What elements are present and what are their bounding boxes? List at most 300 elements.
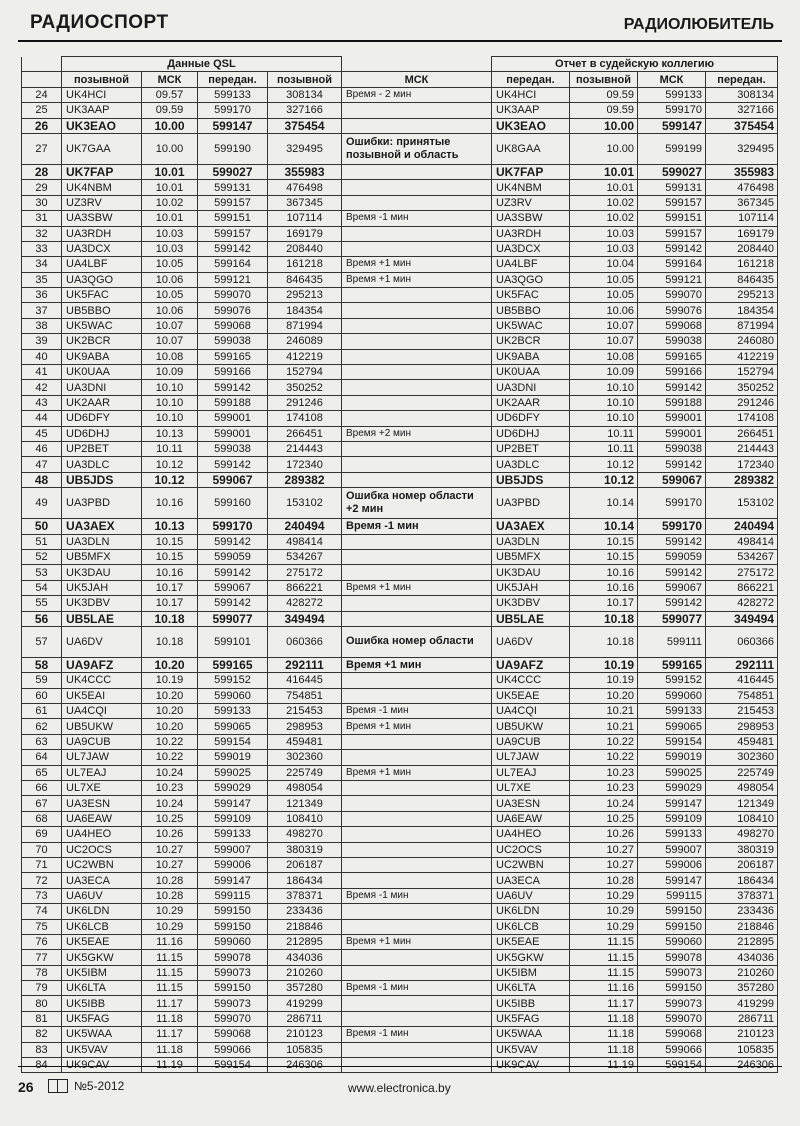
cell-received-code: 350252 — [268, 380, 342, 395]
cell-row-number: 64 — [22, 750, 62, 765]
cell-report-msk-time: 10.10 — [570, 411, 638, 426]
cell-referee-note — [342, 750, 492, 765]
cell-report-callsign: UK5VAV — [492, 1042, 570, 1057]
cell-report-received: 866221 — [706, 580, 778, 595]
cell-received-code: 416445 — [268, 673, 342, 688]
cell-report-sent: 599150 — [638, 919, 706, 934]
cell-report-sent: 599060 — [638, 688, 706, 703]
cell-referee-note — [342, 842, 492, 857]
table-row — [22, 457, 778, 472]
cell-report-msk-time: 10.16 — [570, 565, 638, 580]
cell-report-msk-time: 10.29 — [570, 904, 638, 919]
cell-report-received: 534267 — [706, 549, 778, 564]
cell-callsign: UB5MFX — [62, 549, 142, 564]
cell-report-received: 246080 — [706, 334, 778, 349]
cell-row-number: 27 — [22, 133, 62, 164]
cell-row-number: 59 — [22, 673, 62, 688]
cell-referee-note — [342, 103, 492, 118]
cell-received-code: 161218 — [268, 257, 342, 272]
cell-callsign: UK5EAI — [62, 688, 142, 703]
cell-msk-time: 10.03 — [142, 226, 198, 241]
table-row — [22, 133, 778, 164]
table-row — [22, 950, 778, 965]
cell-report-sent: 599070 — [638, 288, 706, 303]
table-row — [22, 226, 778, 241]
cell-sent-report: 599115 — [198, 888, 268, 903]
cell-callsign: UD6DFY — [62, 411, 142, 426]
cell-report-msk-time: 10.28 — [570, 873, 638, 888]
cell-report-msk-time: 10.20 — [570, 688, 638, 703]
cell-row-number: 72 — [22, 873, 62, 888]
cell-report-sent: 599073 — [638, 996, 706, 1011]
cell-report-sent: 599154 — [638, 734, 706, 749]
cell-sent-report: 599170 — [198, 103, 268, 118]
cell-msk-time: 10.13 — [142, 519, 198, 534]
cell-sent-report: 599073 — [198, 996, 268, 1011]
cell-report-callsign: UK5EAE — [492, 934, 570, 949]
cell-row-number: 66 — [22, 781, 62, 796]
cell-row-number: 54 — [22, 580, 62, 595]
cell-sent-report: 599109 — [198, 811, 268, 826]
cell-report-sent: 599060 — [638, 934, 706, 949]
cell-report-sent: 599142 — [638, 565, 706, 580]
cell-callsign: UA4HEO — [62, 827, 142, 842]
cell-report-received: 295213 — [706, 288, 778, 303]
cell-report-msk-time: 11.18 — [570, 1027, 638, 1042]
cell-report-msk-time: 10.18 — [570, 611, 638, 626]
table-row — [22, 688, 778, 703]
cell-report-msk-time: 10.14 — [570, 488, 638, 519]
cell-msk-time: 10.23 — [142, 781, 198, 796]
cell-report-received: 428272 — [706, 596, 778, 611]
cell-report-msk-time: 10.26 — [570, 827, 638, 842]
cell-report-msk-time: 11.16 — [570, 981, 638, 996]
table-row — [22, 888, 778, 903]
cell-report-callsign: UC2OCS — [492, 842, 570, 857]
table-row — [22, 318, 778, 333]
cell-report-callsign: UK7FAP — [492, 164, 570, 179]
cell-report-sent: 599067 — [638, 580, 706, 595]
col-header-callsign2: позывной — [268, 72, 342, 87]
cell-report-sent: 599038 — [638, 441, 706, 456]
table-row — [22, 488, 778, 519]
cell-referee-note: Время +1 мин — [342, 719, 492, 734]
cell-report-sent: 599150 — [638, 904, 706, 919]
cell-report-sent: 599068 — [638, 318, 706, 333]
cell-received-code: 153102 — [268, 488, 342, 519]
cell-report-callsign: UK4HCI — [492, 87, 570, 102]
cell-report-callsign: UA3DLN — [492, 534, 570, 549]
cell-msk-time: 10.02 — [142, 195, 198, 210]
cell-sent-report: 599160 — [198, 488, 268, 519]
cell-referee-note — [342, 118, 492, 133]
cell-report-callsign: UK3DBV — [492, 596, 570, 611]
cell-row-number: 49 — [22, 488, 62, 519]
cell-report-callsign: UK0UAA — [492, 365, 570, 380]
cell-report-received: 846435 — [706, 272, 778, 287]
page-number: 26 — [18, 1079, 34, 1095]
cell-row-number: 78 — [22, 965, 62, 980]
cell-report-sent: 599007 — [638, 842, 706, 857]
cell-report-callsign: UA6UV — [492, 888, 570, 903]
cell-referee-note — [342, 226, 492, 241]
cell-report-callsign: UA4CQI — [492, 704, 570, 719]
cell-report-received: 357280 — [706, 981, 778, 996]
table-row — [22, 996, 778, 1011]
cell-report-callsign: UB5BBO — [492, 303, 570, 318]
cell-report-sent: 599133 — [638, 87, 706, 102]
cell-sent-report: 599070 — [198, 288, 268, 303]
cell-row-number: 25 — [22, 103, 62, 118]
cell-sent-report: 599101 — [198, 626, 268, 657]
cell-sent-report: 599059 — [198, 549, 268, 564]
cell-report-received: 206187 — [706, 857, 778, 872]
cell-callsign: UA6UV — [62, 888, 142, 903]
cell-report-received: 380319 — [706, 842, 778, 857]
cell-received-code: 434036 — [268, 950, 342, 965]
cell-callsign: UA4LBF — [62, 257, 142, 272]
cell-report-sent: 599111 — [638, 626, 706, 657]
cell-report-sent: 599199 — [638, 133, 706, 164]
table-row — [22, 965, 778, 980]
table-row — [22, 1027, 778, 1042]
table-row — [22, 180, 778, 195]
cell-msk-time: 11.18 — [142, 1042, 198, 1057]
cell-received-code: 871994 — [268, 318, 342, 333]
cell-callsign: UB5LAE — [62, 611, 142, 626]
cell-referee-note — [342, 195, 492, 210]
cell-report-callsign: UA3ECA — [492, 873, 570, 888]
cell-report-msk-time: 10.02 — [570, 195, 638, 210]
cell-report-callsign: UK5WAA — [492, 1027, 570, 1042]
cell-report-sent: 599038 — [638, 334, 706, 349]
cell-row-number: 50 — [22, 519, 62, 534]
cell-row-number: 57 — [22, 626, 62, 657]
cell-sent-report: 599157 — [198, 195, 268, 210]
table-row — [22, 288, 778, 303]
cell-report-callsign: UK6LDN — [492, 904, 570, 919]
cell-callsign: UK5WAC — [62, 318, 142, 333]
table-row — [22, 750, 778, 765]
table-row — [22, 195, 778, 210]
cell-callsign: UK6LCB — [62, 919, 142, 934]
cell-report-sent: 599131 — [638, 180, 706, 195]
cell-received-code: 289382 — [268, 472, 342, 487]
cell-msk-time: 11.15 — [142, 965, 198, 980]
cell-report-received: 308134 — [706, 87, 778, 102]
cell-report-sent: 599109 — [638, 811, 706, 826]
cell-msk-time: 10.15 — [142, 534, 198, 549]
cell-report-sent: 599170 — [638, 103, 706, 118]
cell-report-received: 060366 — [706, 626, 778, 657]
cell-callsign: UB5UKW — [62, 719, 142, 734]
cell-row-number: 42 — [22, 380, 62, 395]
cell-msk-time: 10.20 — [142, 719, 198, 734]
cell-row-number: 63 — [22, 734, 62, 749]
cell-referee-note — [342, 549, 492, 564]
cell-callsign: UL7XE — [62, 781, 142, 796]
results-table — [21, 56, 778, 1073]
cell-referee-note: Время -1 мин — [342, 704, 492, 719]
cell-msk-time: 10.17 — [142, 580, 198, 595]
cell-received-code: 105835 — [268, 1042, 342, 1057]
cell-report-sent: 599165 — [638, 349, 706, 364]
table-group-header — [22, 57, 778, 72]
cell-callsign: UK2AAR — [62, 395, 142, 410]
cell-report-sent: 599165 — [638, 657, 706, 672]
cell-referee-note — [342, 441, 492, 456]
table-row — [22, 919, 778, 934]
cell-row-number: 62 — [22, 719, 62, 734]
cell-report-sent: 599170 — [638, 519, 706, 534]
cell-sent-report: 599025 — [198, 765, 268, 780]
cell-report-callsign: UK5EAE — [492, 688, 570, 703]
cell-callsign: UA3PBD — [62, 488, 142, 519]
table-row — [22, 441, 778, 456]
table-row — [22, 781, 778, 796]
cell-report-sent: 599133 — [638, 704, 706, 719]
cell-report-msk-time: 10.07 — [570, 318, 638, 333]
cell-referee-note: Ошибка номер области +2 мин — [342, 488, 492, 519]
cell-report-sent: 599152 — [638, 673, 706, 688]
cell-received-code: 108410 — [268, 811, 342, 826]
cell-report-received: 434036 — [706, 950, 778, 965]
cell-callsign: UK5FAG — [62, 1011, 142, 1026]
cell-sent-report: 599001 — [198, 426, 268, 441]
table-row — [22, 534, 778, 549]
cell-msk-time: 10.00 — [142, 133, 198, 164]
cell-row-number: 29 — [22, 180, 62, 195]
cell-row-number: 31 — [22, 211, 62, 226]
cell-received-code: 266451 — [268, 426, 342, 441]
cell-report-sent: 599142 — [638, 457, 706, 472]
cell-callsign: UL7EAJ — [62, 765, 142, 780]
cell-referee-note — [342, 873, 492, 888]
cell-report-msk-time: 10.16 — [570, 580, 638, 595]
cell-row-number: 39 — [22, 334, 62, 349]
cell-row-number: 44 — [22, 411, 62, 426]
cell-row-number: 73 — [22, 888, 62, 903]
cell-report-msk-time: 10.14 — [570, 519, 638, 534]
cell-msk-time: 11.17 — [142, 1027, 198, 1042]
cell-msk-time: 10.01 — [142, 164, 198, 179]
table-row — [22, 811, 778, 826]
cell-report-callsign: UD6DFY — [492, 411, 570, 426]
cell-msk-time: 10.22 — [142, 750, 198, 765]
cell-callsign: UK5WAA — [62, 1027, 142, 1042]
cell-received-code: 355983 — [268, 164, 342, 179]
cell-received-code: 846435 — [268, 272, 342, 287]
col-header-sent-r: передан. — [492, 72, 570, 87]
cell-sent-report: 599121 — [198, 272, 268, 287]
cell-sent-report: 599154 — [198, 1058, 268, 1073]
cell-report-msk-time: 10.12 — [570, 472, 638, 487]
cell-msk-time: 11.17 — [142, 996, 198, 1011]
cell-report-received: 459481 — [706, 734, 778, 749]
table-row — [22, 1042, 778, 1057]
cell-report-msk-time: 09.59 — [570, 103, 638, 118]
cell-sent-report: 599070 — [198, 1011, 268, 1026]
cell-msk-time: 10.07 — [142, 318, 198, 333]
cell-report-msk-time: 10.11 — [570, 426, 638, 441]
cell-report-msk-time: 11.15 — [570, 965, 638, 980]
cell-callsign: UK3DBV — [62, 596, 142, 611]
cell-msk-time: 10.18 — [142, 626, 198, 657]
table-row — [22, 857, 778, 872]
cell-report-callsign: UL7JAW — [492, 750, 570, 765]
cell-msk-time: 10.20 — [142, 688, 198, 703]
table-row — [22, 349, 778, 364]
cell-report-msk-time: 10.27 — [570, 842, 638, 857]
cell-msk-time: 10.25 — [142, 811, 198, 826]
cell-row-number: 26 — [22, 118, 62, 133]
cell-report-msk-time: 10.10 — [570, 395, 638, 410]
cell-callsign: UK9CAV — [62, 1058, 142, 1073]
cell-referee-note — [342, 965, 492, 980]
cell-report-received: 169179 — [706, 226, 778, 241]
cell-row-number: 40 — [22, 349, 62, 364]
cell-report-received: 105835 — [706, 1042, 778, 1057]
cell-report-msk-time: 10.12 — [570, 457, 638, 472]
table-row — [22, 796, 778, 811]
cell-callsign: UK5IBB — [62, 996, 142, 1011]
cell-report-msk-time: 10.01 — [570, 164, 638, 179]
cell-callsign: UK6LDN — [62, 904, 142, 919]
cell-report-received: 367345 — [706, 195, 778, 210]
cell-report-msk-time: 10.00 — [570, 133, 638, 164]
cell-referee-note — [342, 349, 492, 364]
cell-report-callsign: UK5IBM — [492, 965, 570, 980]
cell-report-callsign: UA3QGO — [492, 272, 570, 287]
cell-msk-time: 10.20 — [142, 704, 198, 719]
cell-row-number: 48 — [22, 472, 62, 487]
cell-report-sent: 599070 — [638, 1011, 706, 1026]
cell-report-callsign: UA3DLC — [492, 457, 570, 472]
cell-msk-time: 09.59 — [142, 103, 198, 118]
cell-callsign: UA3QGO — [62, 272, 142, 287]
cell-report-msk-time: 10.22 — [570, 750, 638, 765]
cell-report-msk-time: 10.05 — [570, 272, 638, 287]
cell-received-code: 308134 — [268, 87, 342, 102]
cell-report-callsign: UA3PBD — [492, 488, 570, 519]
cell-sent-report: 599073 — [198, 965, 268, 980]
cell-report-sent: 599151 — [638, 211, 706, 226]
cell-referee-note: Время -1 мин — [342, 1027, 492, 1042]
cell-row-number: 80 — [22, 996, 62, 1011]
cell-msk-time: 10.05 — [142, 257, 198, 272]
cell-row-number: 37 — [22, 303, 62, 318]
cell-callsign: UK9ABA — [62, 349, 142, 364]
cell-callsign: UK7GAA — [62, 133, 142, 164]
cell-report-callsign: UD6DHJ — [492, 426, 570, 441]
cell-sent-report: 599142 — [198, 380, 268, 395]
cell-report-msk-time: 10.02 — [570, 211, 638, 226]
cell-received-code: 498414 — [268, 534, 342, 549]
cell-msk-time: 10.17 — [142, 596, 198, 611]
cell-report-callsign: UK3AAP — [492, 103, 570, 118]
cell-referee-note — [342, 365, 492, 380]
cell-report-callsign: UA9CUB — [492, 734, 570, 749]
cell-report-msk-time: 10.29 — [570, 919, 638, 934]
cell-report-received: 240494 — [706, 519, 778, 534]
table-row — [22, 934, 778, 949]
cell-report-received: 121349 — [706, 796, 778, 811]
cell-referee-note — [342, 334, 492, 349]
cell-report-callsign: UK3DAU — [492, 565, 570, 580]
cell-report-msk-time: 11.17 — [570, 996, 638, 1011]
cell-report-received: 107114 — [706, 211, 778, 226]
cell-received-code: 210260 — [268, 965, 342, 980]
col-header-callsign-r: позывной — [570, 72, 638, 87]
cell-callsign: UB5JDS — [62, 472, 142, 487]
cell-report-callsign: UA3RDH — [492, 226, 570, 241]
cell-msk-time: 11.19 — [142, 1058, 198, 1073]
cell-report-received: 292111 — [706, 657, 778, 672]
cell-report-callsign: UK9CAV — [492, 1058, 570, 1073]
cell-row-number: 67 — [22, 796, 62, 811]
cell-report-sent: 599001 — [638, 426, 706, 441]
cell-report-msk-time: 10.17 — [570, 596, 638, 611]
cell-report-received: 210123 — [706, 1027, 778, 1042]
table-row — [22, 765, 778, 780]
table-row — [22, 519, 778, 534]
cell-msk-time: 10.10 — [142, 380, 198, 395]
cell-report-callsign: UK9ABA — [492, 349, 570, 364]
cell-referee-note — [342, 472, 492, 487]
cell-callsign: UA9CUB — [62, 734, 142, 749]
cell-row-number: 70 — [22, 842, 62, 857]
cell-sent-report: 599164 — [198, 257, 268, 272]
cell-msk-time: 10.09 — [142, 365, 198, 380]
cell-report-msk-time: 10.23 — [570, 765, 638, 780]
cell-sent-report: 599078 — [198, 950, 268, 965]
cell-referee-note — [342, 303, 492, 318]
cell-received-code: 225749 — [268, 765, 342, 780]
cell-sent-report: 599190 — [198, 133, 268, 164]
cell-report-received: 214443 — [706, 441, 778, 456]
cell-sent-report: 599142 — [198, 241, 268, 256]
group-header-report: Отчет в судейскую коллегию — [492, 57, 778, 72]
cell-sent-report: 599019 — [198, 750, 268, 765]
cell-report-callsign: UA4LBF — [492, 257, 570, 272]
cell-report-received: 233436 — [706, 904, 778, 919]
cell-received-code: 210123 — [268, 1027, 342, 1042]
cell-callsign: UA6DV — [62, 626, 142, 657]
cell-referee-note — [342, 811, 492, 826]
cell-received-code: 292111 — [268, 657, 342, 672]
cell-report-callsign: UK5GKW — [492, 950, 570, 965]
cell-report-msk-time: 10.07 — [570, 334, 638, 349]
cell-report-sent: 599188 — [638, 395, 706, 410]
cell-referee-note — [342, 673, 492, 688]
cell-report-callsign: UL7EAJ — [492, 765, 570, 780]
cell-row-number: 28 — [22, 164, 62, 179]
cell-sent-report: 599165 — [198, 349, 268, 364]
cell-report-callsign: UA3AEX — [492, 519, 570, 534]
cell-report-received: 378371 — [706, 888, 778, 903]
col-header-note: МСК — [342, 72, 492, 87]
cell-sent-report: 599154 — [198, 734, 268, 749]
cell-referee-note: Время -1 мин — [342, 519, 492, 534]
cell-msk-time: 10.18 — [142, 611, 198, 626]
cell-msk-time: 11.15 — [142, 981, 198, 996]
cell-referee-note: Время - 2 мин — [342, 87, 492, 102]
cell-sent-report: 599060 — [198, 688, 268, 703]
cell-callsign: UK3DAU — [62, 565, 142, 580]
cell-row-number: 34 — [22, 257, 62, 272]
cell-referee-note — [342, 611, 492, 626]
cell-callsign: UC2WBN — [62, 857, 142, 872]
